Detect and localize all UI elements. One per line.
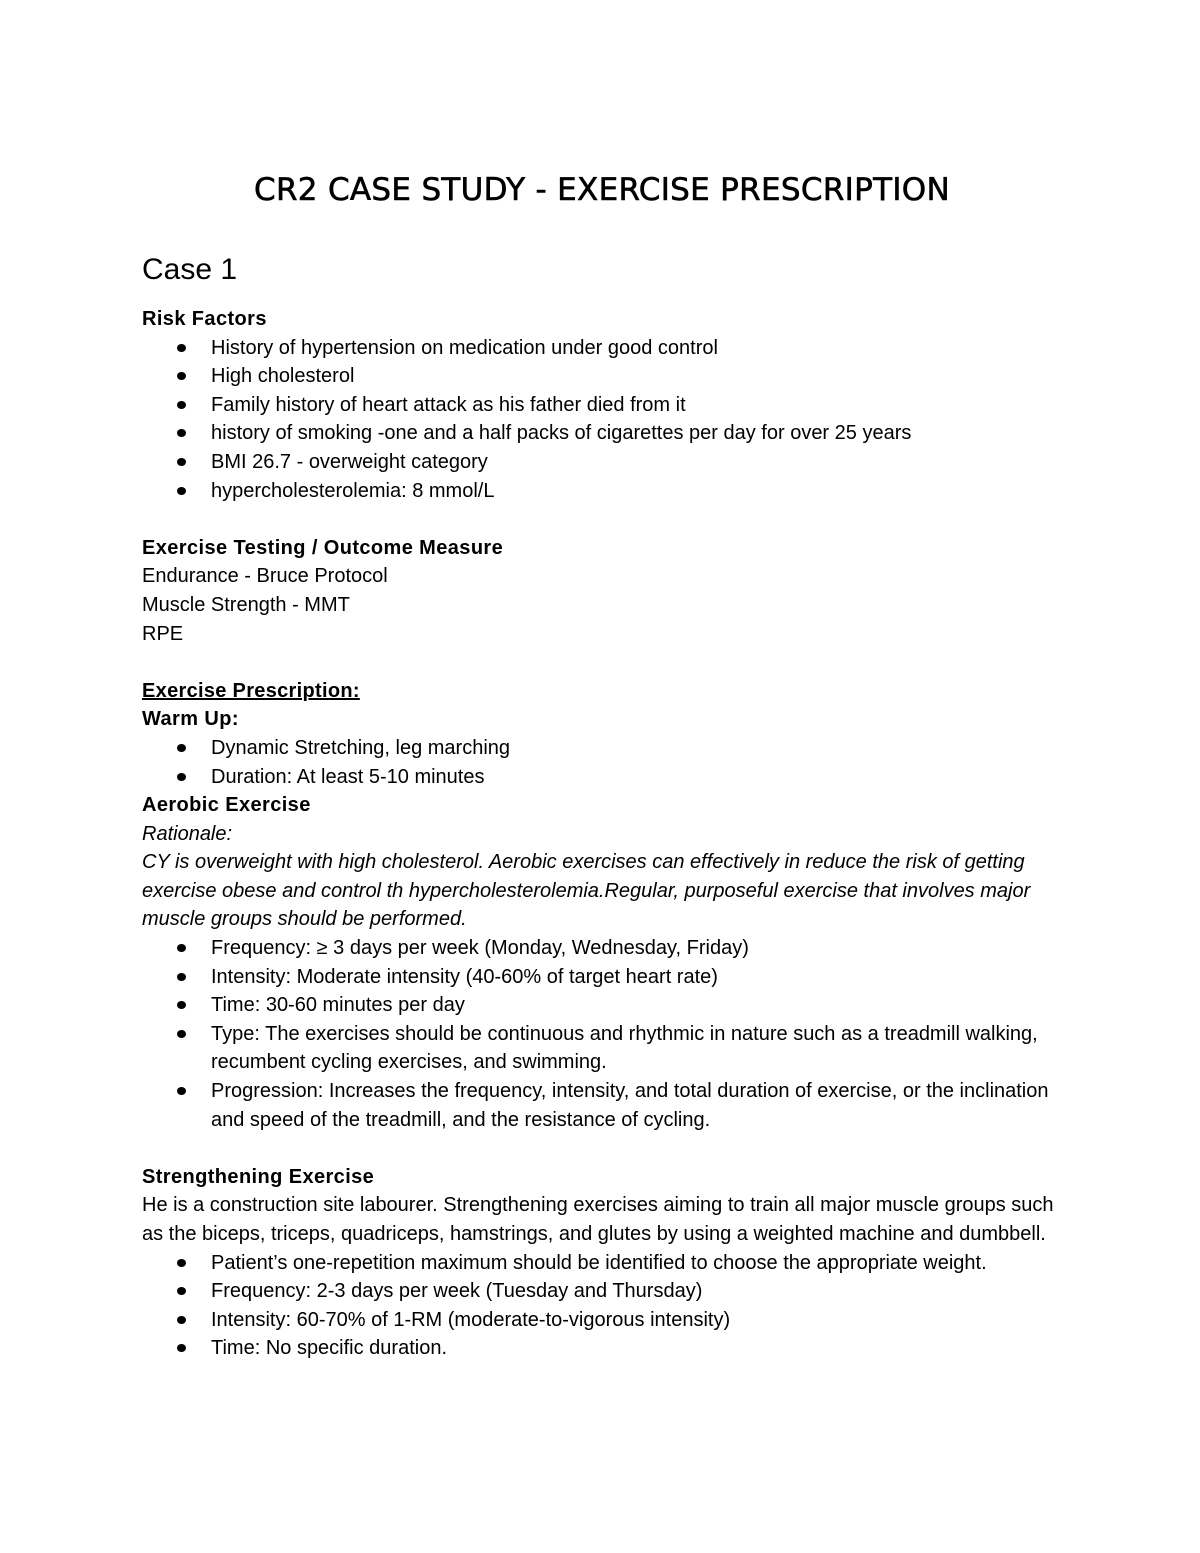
list-item (142, 963, 1062, 992)
list-item-text: Time: 30-60 minutes per day (211, 994, 465, 1017)
bullet-icon (177, 773, 186, 781)
list-item-text: hypercholesterolemia: 8 mmol/L (211, 479, 495, 502)
list-item (142, 391, 1062, 420)
list-item-text: history of smoking -one and a half packs of cigarettes per day for over 25 years (211, 422, 912, 445)
strengthening-intro: He is a construction site labourer. Strengthening exercises aiming to train all major muscle groups such as the biceps, triceps, quadriceps, hamstrings, and glutes by using a weighted machine and dumbbell. (142, 1194, 1054, 1245)
prescription-heading: Exercise Prescription: (142, 679, 360, 702)
aerobic-list (142, 934, 1062, 1134)
list-item-text: History of hypertension on medication under good control (211, 336, 718, 359)
list-item (142, 1249, 1062, 1278)
list-item (142, 1020, 1062, 1077)
bullet-icon (177, 1316, 186, 1324)
list-item-text: BMI 26.7 - overweight category (211, 450, 488, 473)
bullet-icon (177, 344, 186, 352)
list-item (142, 362, 1062, 391)
list-item-text: Progression: Increases the frequency, intensity, and total duration of exercise, or the inclination and speed of the treadmill, and the resistance of cycling. (211, 1080, 1049, 1131)
list-item-text: High cholesterol (211, 365, 355, 388)
list-item (142, 477, 1062, 506)
strengthening-list (142, 1249, 1062, 1363)
bullet-icon (177, 1287, 186, 1295)
list-item (142, 734, 1062, 763)
list-item-text: Frequency: 2-3 days per week (Tuesday and Thursday) (211, 1280, 703, 1303)
testing-line: Muscle Strength - MMT (142, 593, 350, 616)
bullet-icon (177, 1030, 186, 1038)
risk-factors-list (142, 334, 1062, 506)
spacer (142, 505, 1062, 534)
bullet-icon (177, 1259, 186, 1267)
spacer (142, 1134, 1062, 1163)
list-item-text: Family history of heart attack as his father died from it (211, 393, 686, 416)
list-item (142, 934, 1062, 963)
list-item (142, 1306, 1062, 1335)
list-item-text: Intensity: 60-70% of 1-RM (moderate-to-vigorous intensity) (211, 1308, 731, 1331)
list-item-text: Patient’s one-repetition maximum should be identified to choose the appropriate weight. (211, 1251, 987, 1274)
list-item-text: Frequency: ≥ 3 days per week (Monday, Wednesday, Friday) (211, 937, 749, 960)
list-item-text: Dynamic Stretching, leg marching (211, 736, 511, 759)
bullet-icon (177, 1087, 186, 1095)
list-item (142, 763, 1062, 792)
risk-factors-heading: Risk Factors (142, 308, 267, 330)
bullet-icon (177, 487, 186, 495)
bullet-icon (177, 744, 186, 752)
list-item (142, 991, 1062, 1020)
list-item-text: Intensity: Moderate intensity (40-60% of target heart rate) (211, 965, 718, 988)
bullet-icon (177, 458, 186, 466)
rationale-text: CY is overweight with high cholesterol. Aerobic exercises can effectively in reduce the risk of getting exercise obese and control th hypercholesterolemia.Regular, purposeful exercise that involves major muscle groups should be performed. (142, 851, 1031, 931)
list-item (142, 334, 1062, 363)
list-item (142, 1077, 1062, 1134)
case-heading: Case 1 (142, 253, 238, 286)
testing-heading: Exercise Testing / Outcome Measure (142, 536, 504, 559)
warm-up-list (142, 734, 1062, 791)
spacer (142, 648, 1062, 677)
list-item (142, 448, 1062, 477)
document-body (142, 305, 1062, 1363)
bullet-icon (177, 401, 186, 409)
bullet-icon (177, 944, 186, 952)
rationale-label: Rationale: (142, 822, 233, 845)
testing-line: Endurance - Bruce Protocol (142, 565, 388, 588)
bullet-icon (177, 1344, 186, 1352)
list-item-text: Type: The exercises should be continuous and rhythmic in nature such as a treadmill walking, recumbent cycling exercises, and swimming. (211, 1022, 1038, 1074)
bullet-icon (177, 1001, 186, 1009)
bullet-icon (177, 372, 186, 380)
bullet-icon (177, 429, 186, 437)
list-item (142, 1277, 1062, 1306)
list-item-text: Time: No specific duration. (211, 1337, 448, 1360)
list-item (142, 1334, 1062, 1363)
testing-line: RPE (142, 622, 184, 645)
document-title: CR2 CASE STUDY - EXERCISE PRESCRIPTION (254, 172, 950, 208)
bullet-icon (177, 973, 186, 981)
warm-up-heading: Warm Up: (142, 708, 239, 731)
list-item-text: Duration: At least 5-10 minutes (211, 765, 485, 788)
list-item (142, 419, 1062, 448)
aerobic-heading: Aerobic Exercise (142, 794, 311, 817)
strengthening-heading: Strengthening Exercise (142, 1165, 375, 1188)
